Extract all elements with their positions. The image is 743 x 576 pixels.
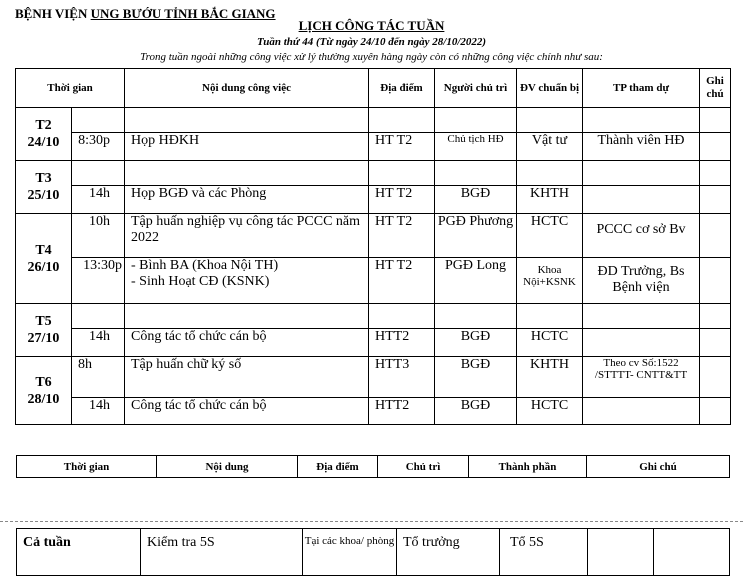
chair-cell: BGĐ <box>435 186 517 214</box>
time-cell: 14h <box>72 329 125 357</box>
table-row <box>16 304 731 329</box>
page-title: LỊCH CÔNG TÁC TUẦN <box>298 18 445 33</box>
content-cell: Họp HĐKH <box>125 133 369 161</box>
time-cell: 8:30p <box>72 133 125 161</box>
day-cell: T2 24/10 <box>16 108 72 161</box>
content-cell: Tập huấn chữ ký số <box>125 357 369 398</box>
time-cell: 10h <box>72 214 125 258</box>
footer-header-members: Thành phần <box>469 456 587 478</box>
chair-cell: PGĐ Long <box>435 258 517 304</box>
header-chair: Người chủ trì <box>435 69 517 108</box>
organization-name: BỆNH VIỆN UNG BƯỚU TỈNH BẮC GIANG <box>15 6 276 21</box>
content-cell: Công tác tổ chức cán bộ <box>125 398 369 425</box>
content-cell: - Bình BA (Khoa Nội TH) - Sinh Hoạt CĐ (KSNK) <box>125 258 369 304</box>
header-time: Thời gian <box>16 69 125 108</box>
table-row <box>16 214 731 258</box>
time-cell: 8h <box>72 357 125 398</box>
prep-cell: Vật tư <box>517 133 583 161</box>
time-cell: 14h <box>72 186 125 214</box>
weekly-chair: Tổ trưởng <box>397 529 500 576</box>
prep-cell: Khoa Nội+KSNK <box>517 258 583 304</box>
week-range: Tuần thứ 44 (Từ ngày 24/10 đến ngày 28/10/2022) <box>256 36 487 48</box>
table-row <box>16 398 731 425</box>
table-row <box>16 108 731 133</box>
chair-cell: Chủ tịch HĐ <box>435 133 517 161</box>
table-row <box>16 357 731 398</box>
place-cell: HT T2 <box>369 133 435 161</box>
weekly-members: Tổ 5S <box>500 529 588 576</box>
place-cell: HTT2 <box>369 398 435 425</box>
attend-cell: Thành viên HĐ <box>583 133 700 161</box>
place-cell: HT T2 <box>369 214 435 258</box>
table-row <box>16 161 731 186</box>
prep-cell: KHTH <box>517 357 583 398</box>
weekly-place: Tại các khoa/ phòng <box>303 529 397 576</box>
header-attend: TP tham dự <box>583 69 700 108</box>
table-row <box>17 529 730 576</box>
chair-cell: BGĐ <box>435 329 517 357</box>
day-cell: T3 25/10 <box>16 161 72 214</box>
header-place: Địa điểm <box>369 69 435 108</box>
time-cell: 13:30p <box>72 258 125 304</box>
chair-cell: BGĐ <box>435 398 517 425</box>
day-cell: T4 26/10 <box>16 214 72 304</box>
footer-header-time: Thời gian <box>17 456 157 478</box>
footer-header-chair: Chủ trì <box>378 456 469 478</box>
schedule-note: Trong tuần ngoài những công việc xử lý thường xuyên hàng ngày còn có những công việc chính như sau: <box>140 51 603 63</box>
header-note: Ghi chú <box>700 69 731 108</box>
prep-cell: KHTH <box>517 186 583 214</box>
place-cell: HTT3 <box>369 357 435 398</box>
place-cell: HTT2 <box>369 329 435 357</box>
footer-header-place: Địa điểm <box>298 456 378 478</box>
attend-cell: ĐD Trưởng, Bs Bệnh viện <box>583 258 700 304</box>
time-cell: 14h <box>72 398 125 425</box>
place-cell: HT T2 <box>369 186 435 214</box>
attend-cell <box>583 329 700 357</box>
attend-cell: Theo cv Số:1522 /STTTT- CNTT&TT <box>583 357 700 398</box>
header-content: Nội dung công việc <box>125 69 369 108</box>
attend-cell <box>583 186 700 214</box>
content-cell: Công tác tổ chức cán bộ <box>125 329 369 357</box>
header-prep: ĐV chuẩn bị <box>517 69 583 108</box>
page-break <box>0 521 743 522</box>
table-row <box>16 133 731 161</box>
footer-header-table <box>16 455 730 478</box>
attend-cell: PCCC cơ sở Bv <box>583 214 700 258</box>
weekly-note <box>588 529 654 576</box>
header-row <box>16 69 731 108</box>
table-row <box>16 186 731 214</box>
footer-header-note: Ghi chú <box>587 456 730 478</box>
weekly-time: Cả tuần <box>17 529 141 576</box>
content-cell: Họp BGĐ và các Phòng <box>125 186 369 214</box>
place-cell: HT T2 <box>369 258 435 304</box>
weekly-table <box>16 528 730 576</box>
day-cell: T5 27/10 <box>16 304 72 357</box>
footer-header-content: Nội dung <box>157 456 298 478</box>
schedule-table <box>15 68 731 425</box>
chair-cell: PGĐ Phương <box>435 214 517 258</box>
prep-cell: HCTC <box>517 214 583 258</box>
chair-cell: BGĐ <box>435 357 517 398</box>
table-row <box>16 329 731 357</box>
prep-cell: HCTC <box>517 329 583 357</box>
table-row <box>16 258 731 304</box>
weekly-content: Kiểm tra 5S <box>141 529 303 576</box>
content-cell: Tập huấn nghiệp vụ công tác PCCC năm 2022 <box>125 214 369 258</box>
attend-cell <box>583 398 700 425</box>
day-cell: T6 28/10 <box>16 357 72 425</box>
prep-cell: HCTC <box>517 398 583 425</box>
